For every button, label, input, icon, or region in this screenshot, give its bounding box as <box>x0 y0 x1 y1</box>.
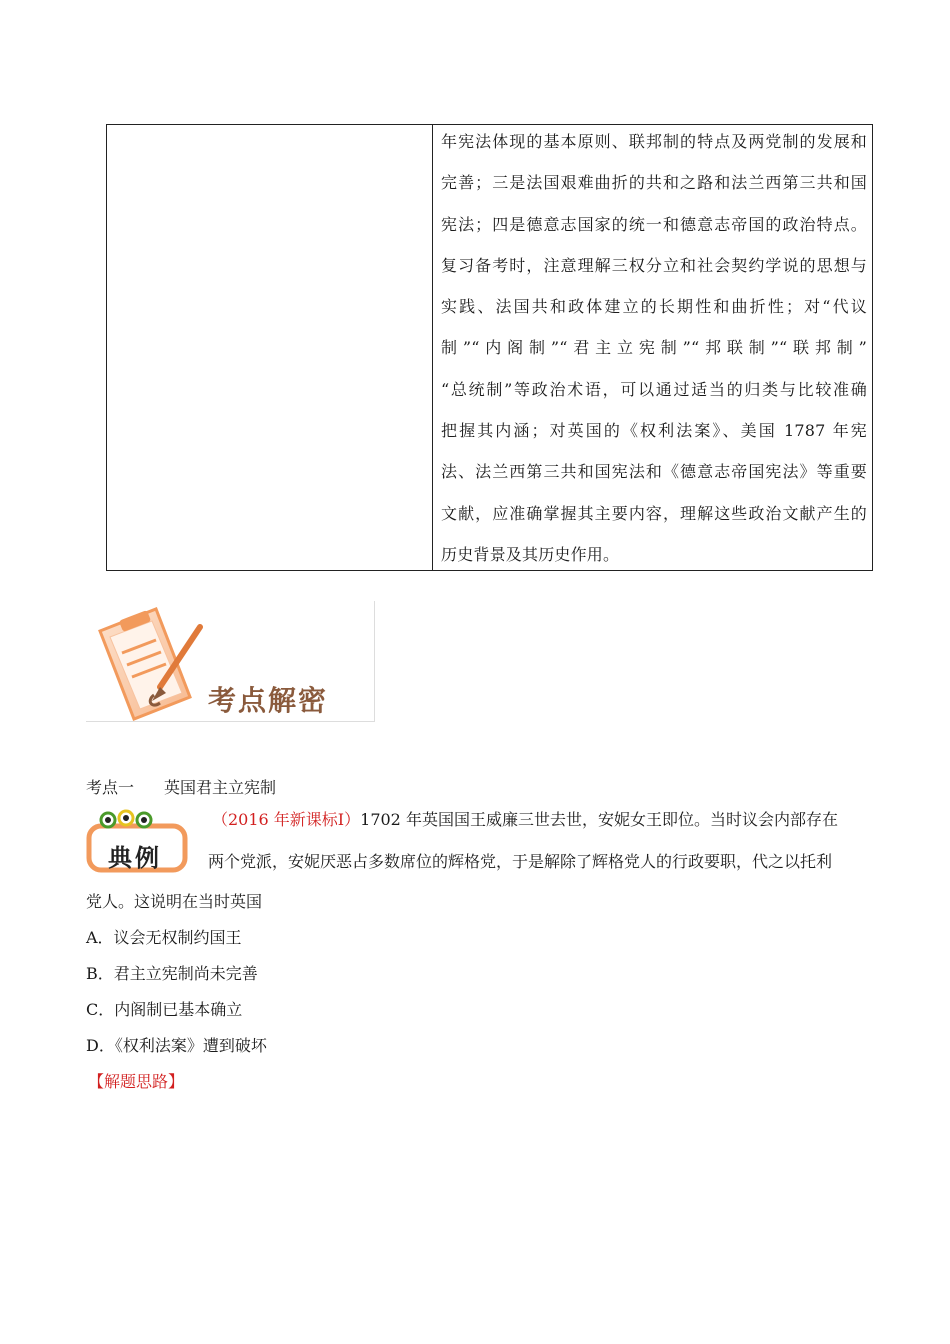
table-line: 制”“内阁制”“君主立宪制”“邦联制”“联邦制” <box>441 338 867 358</box>
example-badge-label: 典例 <box>108 844 162 872</box>
section-banner <box>86 601 375 722</box>
question-source: （2016 年新课标Ⅰ） <box>212 810 361 829</box>
question-text-1: 1702 年英国国王威廉三世去世，安妮女王即位。当时议会内部存在 <box>360 810 838 829</box>
question-line-3: 党人。这说明在当时英国 <box>86 892 263 911</box>
content-table <box>106 124 873 571</box>
table-line: 法、法兰西第三共和国宪法和《德意志帝国宪法》等重要 <box>441 462 867 482</box>
kaodian-topic: 英国君主立宪制 <box>164 778 277 797</box>
solution-label: 【解题思路】 <box>88 1072 185 1091</box>
table-right-cell <box>441 125 867 579</box>
question-line-2: 两个党派，安妮厌恶占多数席位的辉格党，于是解除了辉格党人的行政要职，代之以托利 <box>208 852 833 871</box>
table-divider <box>432 125 433 570</box>
question-line-1 <box>212 808 838 832</box>
table-line: 历史背景及其历史作用。 <box>441 544 620 564</box>
table-line: 文献，应准确掌握其主要内容，理解这些政治文献产生的 <box>441 503 867 523</box>
option-a: A．议会无权制约国王 <box>86 928 242 947</box>
table-line: 宪法；四是德意志国家的统一和德意志帝国的政治特点。 <box>441 214 867 234</box>
example-badge <box>86 808 192 874</box>
table-line: 复习备考时，注意理解三权分立和社会契约学说的思想与 <box>441 255 867 275</box>
table-line: 把握其内涵；对英国的《权利法案》、美国 1787 年宪 <box>441 421 867 441</box>
table-line: 完善；三是法国艰难曲折的共和之路和法兰西第三共和国 <box>441 173 867 193</box>
table-line: “总统制”等政治术语，可以通过适当的归类与比较准确 <box>441 379 867 399</box>
kaodian-label: 考点一 <box>86 778 135 797</box>
kaodian-heading <box>86 776 276 800</box>
banner-title: 考点解密 <box>208 684 329 717</box>
option-d: D．《权利法案》遭到破坏 <box>86 1036 267 1055</box>
table-line: 年宪法体现的基本原则、联邦制的特点及两党制的发展和 <box>441 132 867 151</box>
table-line: 实践、法国共和政体建立的长期性和曲折性；对“代议 <box>441 297 867 317</box>
option-c: C．内阁制已基本确立 <box>86 1000 243 1019</box>
option-b: B．君主立宪制尚未完善 <box>86 964 258 983</box>
